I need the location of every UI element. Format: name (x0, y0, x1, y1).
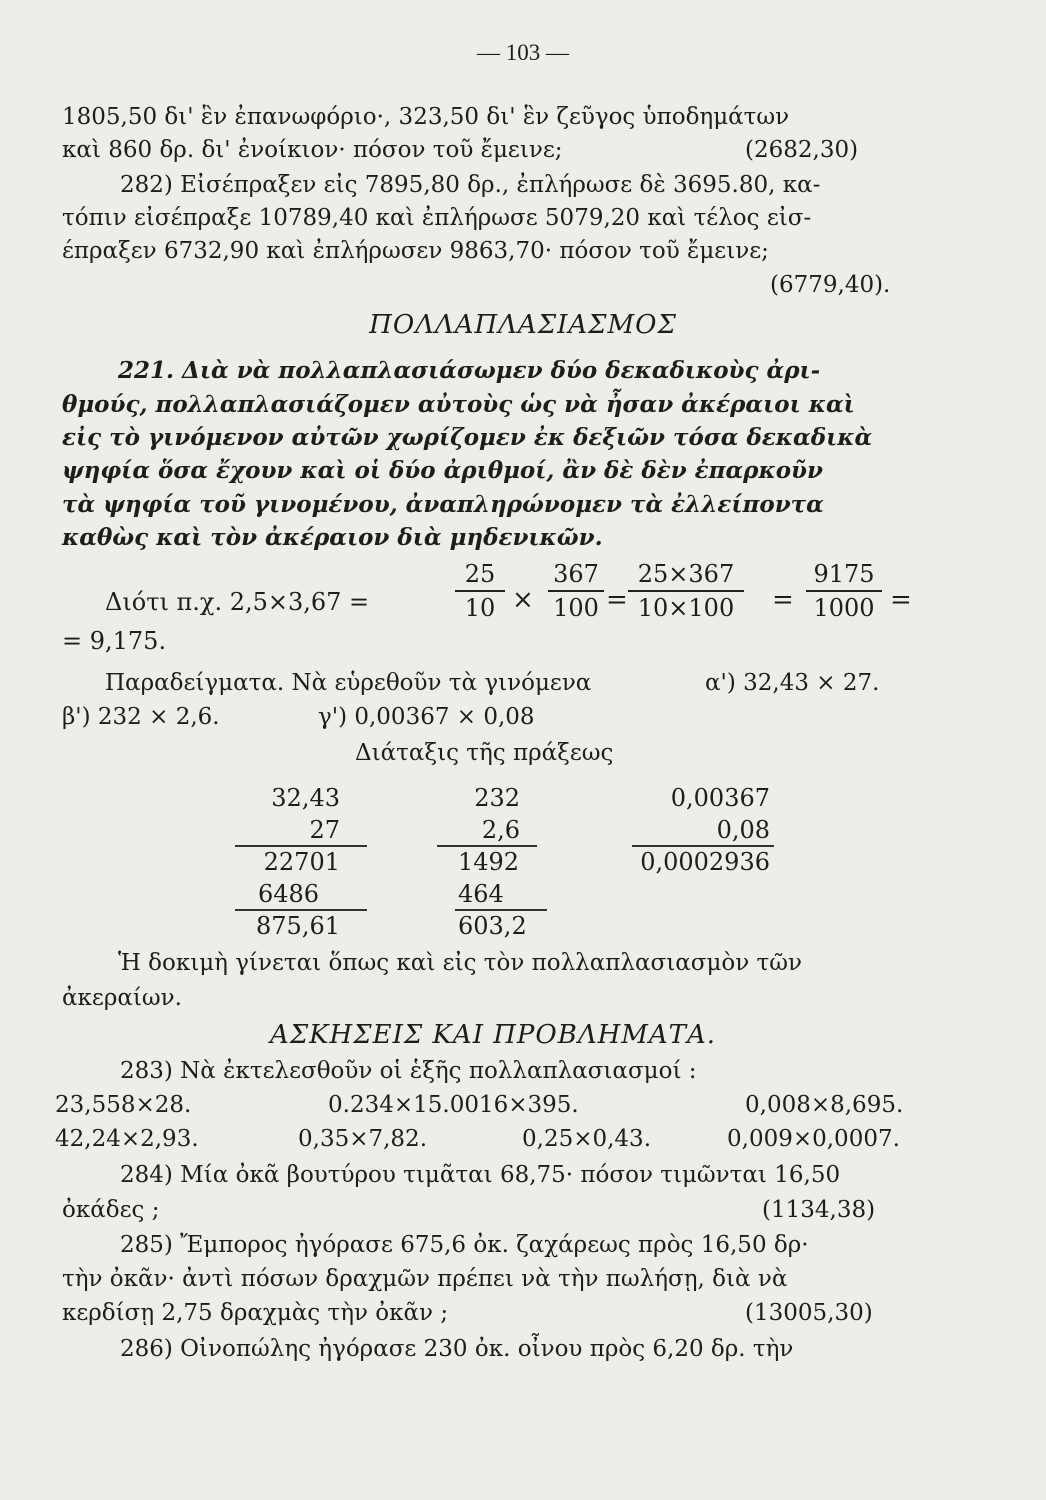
calc-b (430, 782, 527, 942)
calc-value: 0,00367 (670, 784, 770, 812)
calc-rule (437, 845, 537, 847)
section-heading: ΠΟΛΛΑΠΛΑΣΙΑΣΜΟΣ (369, 310, 677, 340)
calc-value: 1492 (458, 848, 520, 876)
calc-value: 875,61 (256, 912, 340, 940)
calc-value: 22701 (263, 848, 340, 876)
exercise-285-line: κερδίσῃ 2,75 δραχμὰς τὴν ὀκᾶν ; (62, 1300, 449, 1326)
example-a: α') 32,43 × 27. (705, 670, 880, 696)
arrangement-label: Διάταξις τῆς πράξεως (355, 740, 614, 766)
rule-221-line: εἰς τὸ γινόμενον αὐτῶν χωρίζομεν ἐκ δεξιῶν τόσα δεκαδικὰ (62, 424, 873, 451)
answer: (2682,30) (745, 137, 859, 163)
rule-221-line: τὰ ψηφία τοῦ γινομένου, ἀναπληρώνομεν τὰ ἐλλείποντα (62, 491, 824, 518)
rule-221-line: θμούς, πολλαπλασιάζομεν αὐτοὺς ὡς νὰ ἦσαν ἀκέραιοι καὶ (62, 391, 855, 418)
text-line: 1805,50 δι' ἓν ἐπανωφόριο·, 323,50 δι' ἓν ζεῦγος ὑποδημάτων (62, 104, 790, 130)
exercise-282-line: 282) Εἰσέπραξεν εἰς 7895,80 δρ., ἐπλήρωσε δὲ 3695.80, κα- (120, 172, 821, 198)
rule-221-line: 221. Διὰ νὰ πολλαπλασιάσωμεν δύο δεκαδικοὺς ἀρι- (118, 357, 821, 384)
multiplication-item: 0,009×0,0007. (727, 1126, 900, 1152)
exercise-282-line: τόπιν εἰσέπραξε 10789,40 καὶ ἐπλήρωσε 5079,20 καὶ τέλος εἰσ- (62, 205, 812, 231)
calc-value: 2,6 (481, 816, 520, 844)
answer: (1134,38) (762, 1197, 876, 1223)
denominator: 100 (553, 594, 599, 622)
fraction-bar (455, 590, 505, 592)
example-c: γ') 0,00367 × 0,08 (318, 704, 535, 730)
example-b: β') 232 × 2,6. (62, 704, 220, 730)
denominator: 10×100 (637, 594, 735, 622)
fraction-bar (806, 590, 882, 592)
numerator: 25×367 (637, 560, 735, 588)
exercises-heading: ΑΣΚΗΣΕΙΣ ΚΑΙ ΠΡΟΒΛΗΜΑΤΑ. (269, 1020, 717, 1050)
equals-sign: = (772, 585, 794, 615)
multiplication-item: 0,35×7,82. (298, 1126, 428, 1152)
calc-value: 0,0002936 (640, 848, 770, 876)
rule-221-line: ψηφία ὅσα ἔχουν καὶ οἱ δύο ἀριθμοί, ἂν δὲ δὲν ἐπαρκοῦν (62, 457, 823, 484)
calc-rule (235, 909, 367, 911)
answer: (6779,40). (770, 272, 891, 298)
denominator: 1000 (813, 594, 875, 622)
exercise-285-line: τὴν ὀκᾶν· ἀντὶ πόσων δραχμῶν πρέπει νὰ τὴν πωλήσῃ, διὰ νὰ (62, 1266, 788, 1292)
fraction-bar (548, 590, 604, 592)
fraction (628, 560, 744, 622)
check-text-line: Ἡ δοκιμὴ γίνεται ὅπως καὶ εἰς τὸν πολλαπλασιασμὸν τῶν (118, 950, 803, 976)
multiplication-item: 0.234×15.0016×395. (328, 1092, 579, 1118)
calc-c (620, 782, 770, 878)
calc-value: 232 (474, 784, 520, 812)
exercise-286-line: 286) Οἰνοπώλης ἠγόρασε 230 ὀκ. οἶνου πρὸς 6,20 δρ. τὴν (120, 1336, 794, 1362)
calc-value: 27 (309, 816, 340, 844)
page-number: — 103 — (477, 40, 569, 65)
calc-value: 464 (458, 880, 504, 908)
calc-value: 6486 (258, 880, 320, 908)
exercise-285-line: 285) Ἔμπορος ἠγόρασε 675,6 ὀκ. ζαχάρεως πρὸς 16,50 δρ· (120, 1232, 809, 1258)
multiplication-item: 0,25×0,43. (522, 1126, 652, 1152)
multiplication-item: 42,24×2,93. (55, 1126, 199, 1152)
check-text-line: ἀκεραίων. (62, 985, 182, 1011)
calc-value: 603,2 (458, 912, 527, 940)
multiplication-item: 0,008×8,695. (745, 1092, 904, 1118)
answer: (13005,30) (745, 1300, 873, 1326)
equals-sign: = (606, 585, 628, 615)
calc-a (230, 782, 340, 942)
fraction (806, 560, 882, 622)
equals-sign: = (890, 585, 912, 615)
examples-line: Παραδείγματα. Νὰ εὑρεθοῦν τὰ γινόμενα (105, 670, 592, 696)
numerator: 25 (464, 560, 496, 588)
exercise-284-line: 284) Μία ὀκᾶ βουτύρου τιμᾶται 68,75· πόσον τιμῶνται 16,50 (120, 1162, 841, 1188)
calc-value: 32,43 (271, 784, 340, 812)
multiplication-item: 23,558×28. (55, 1092, 192, 1118)
formula-result: = 9,175. (62, 627, 167, 655)
denominator: 10 (464, 594, 496, 622)
times-sign: × (512, 585, 534, 615)
fraction-bar (628, 590, 744, 592)
exercise-284-line: ὀκάδες ; (62, 1197, 160, 1223)
exercise-282-line: έπραξεν 6732,90 καὶ ἐπλήρωσεν 9863,70· πόσον τοῦ ἔμεινε; (62, 238, 769, 264)
exercise-283-intro: 283) Νὰ ἐκτελεσθοῦν οἱ ἑξῆς πολλαπλασιασμοί : (120, 1058, 697, 1084)
calc-rule (235, 845, 367, 847)
numerator: 9175 (813, 560, 875, 588)
fraction (455, 560, 505, 622)
formula-prefix: Διότι π.χ. 2,5×3,67 = (105, 588, 370, 616)
calc-value: 0,08 (716, 816, 770, 844)
calc-rule (455, 909, 547, 911)
calc-rule (632, 845, 774, 847)
numerator: 367 (553, 560, 599, 588)
rule-221-line: καθὼς καὶ τὸν ἀκέραιον διὰ μηδενικῶν. (62, 524, 603, 551)
fraction (548, 560, 604, 622)
text-line: καὶ 860 δρ. δι' ἐνοίκιον· πόσον τοῦ ἔμεινε; (62, 137, 563, 163)
